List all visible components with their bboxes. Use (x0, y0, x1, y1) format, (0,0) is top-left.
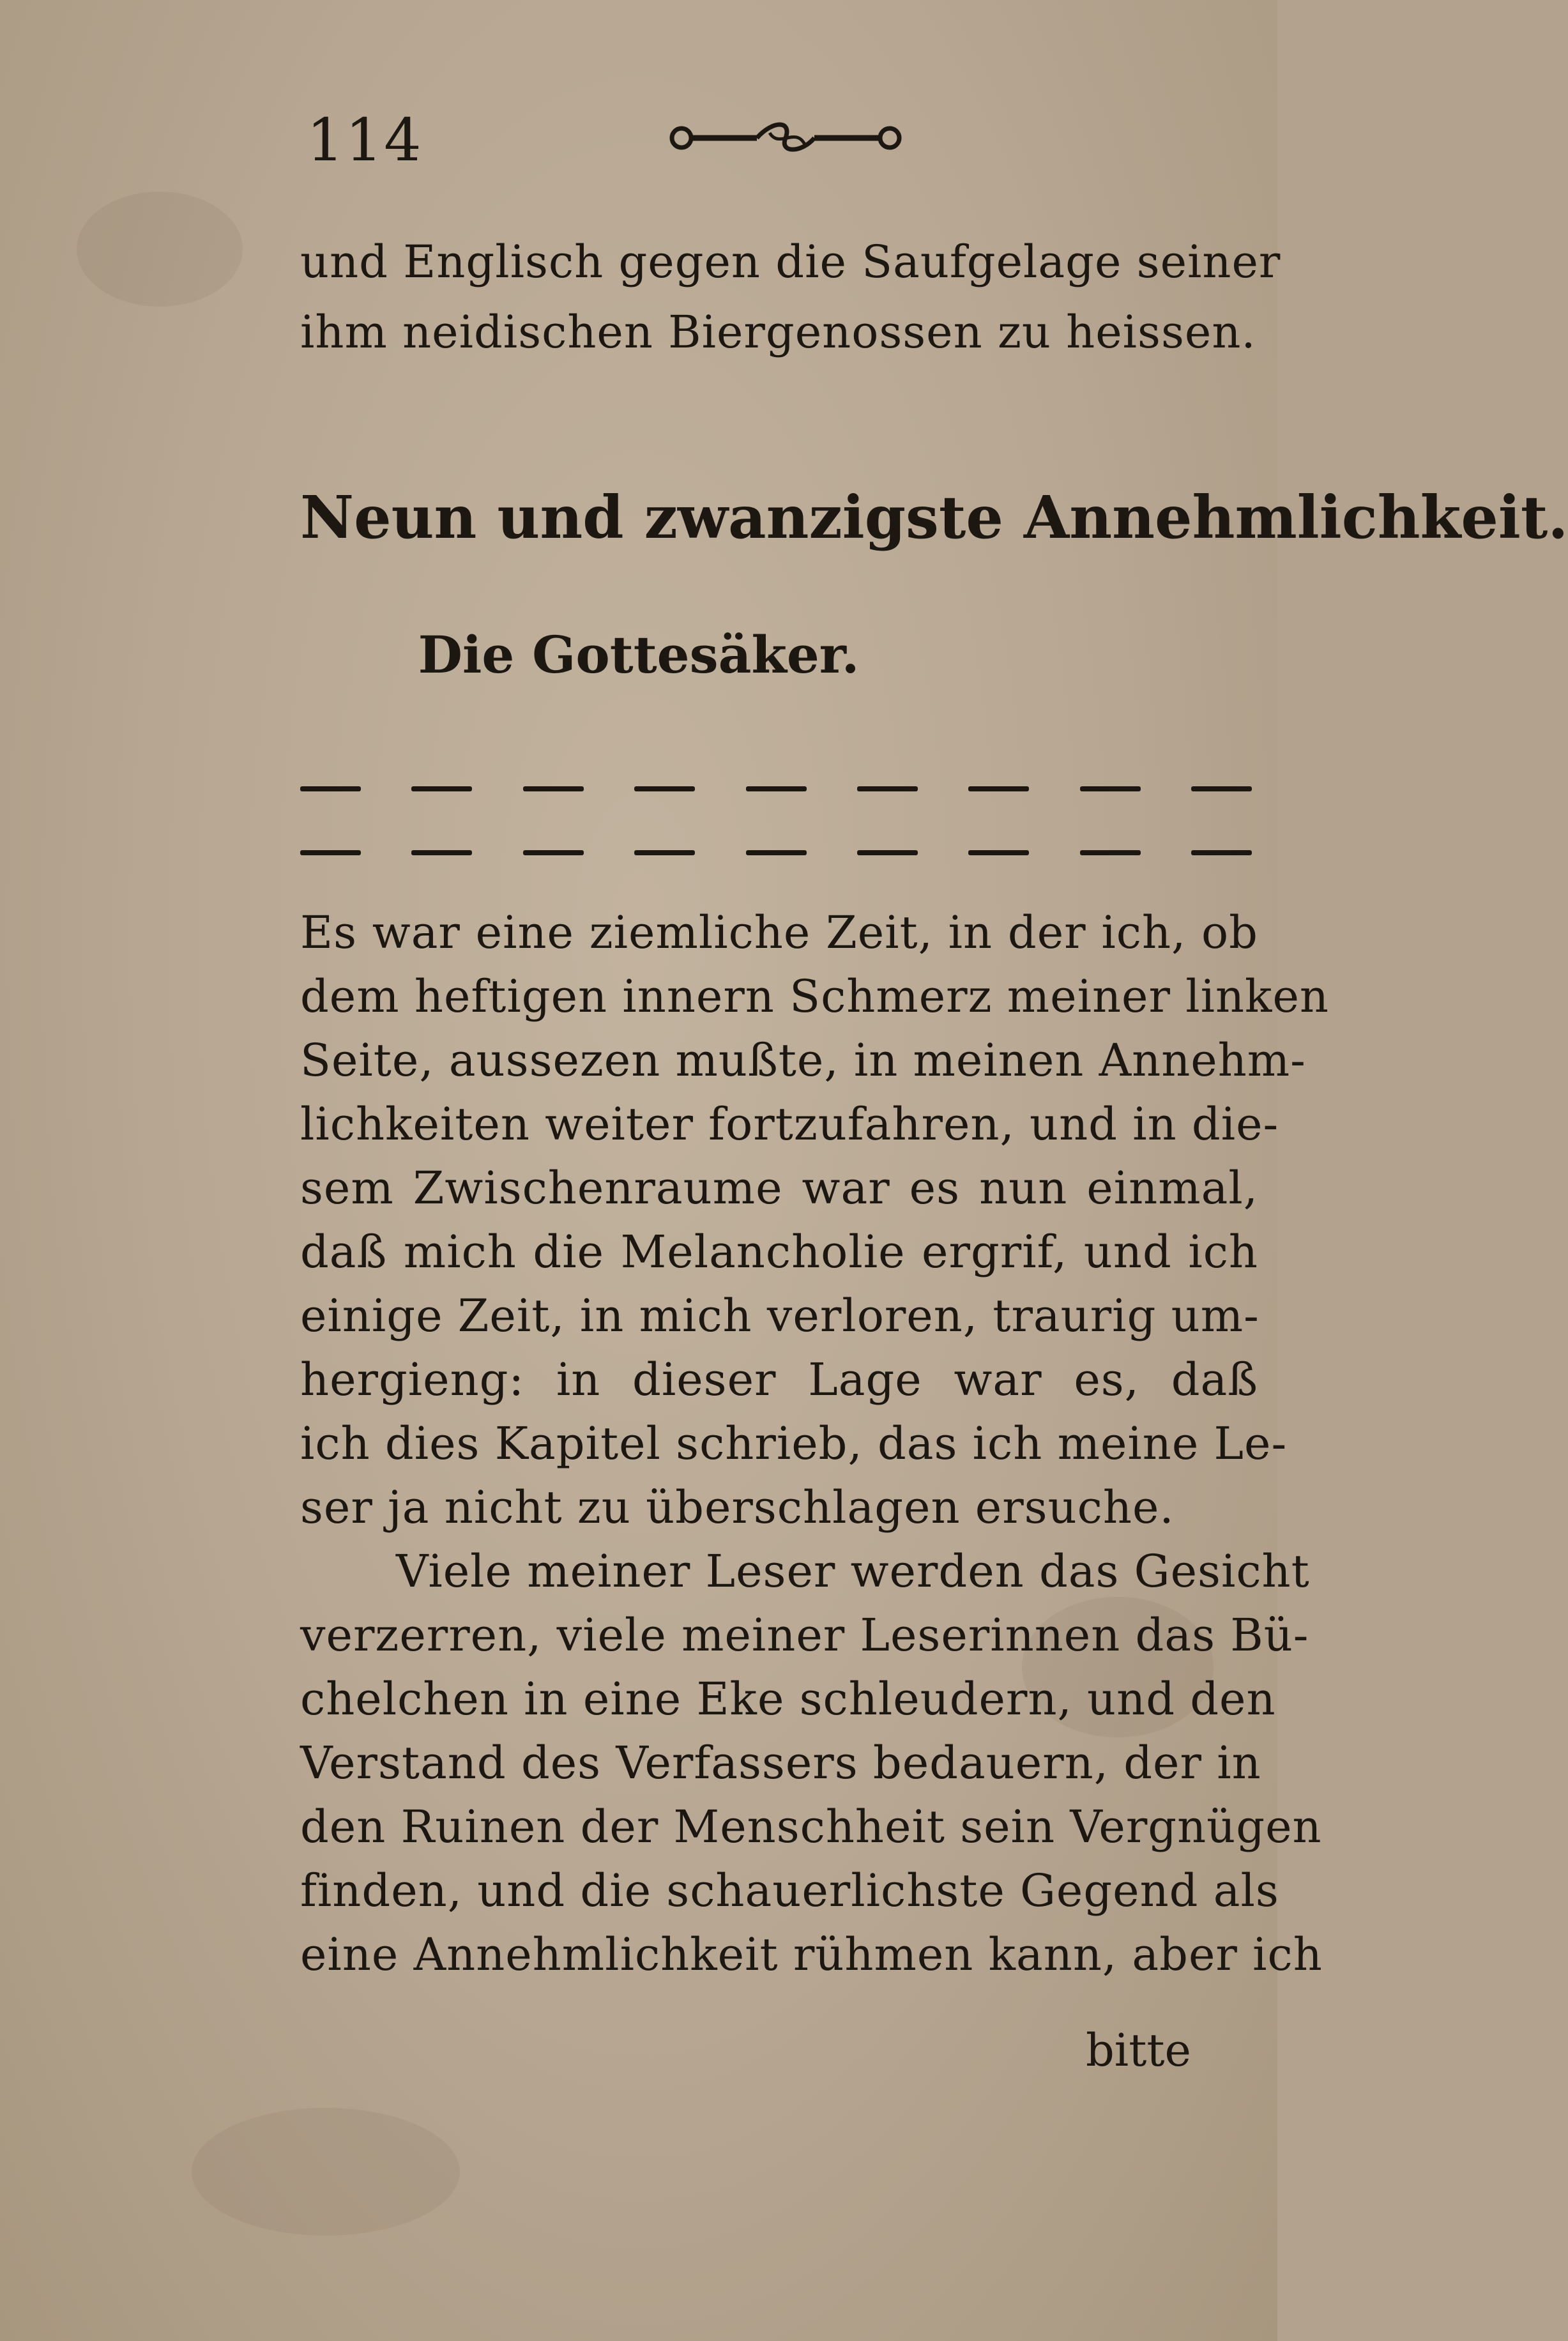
text-line: ihm neidischen Biergenossen zu heissen. (300, 306, 1256, 358)
paper-stain (77, 192, 243, 307)
text-line: dem heftigen innern Schmerz meiner linken (300, 970, 1329, 1023)
text-line: verzerren, viele meiner Leserinnen das Bü- (300, 1609, 1309, 1661)
catchword: bitte (1086, 2024, 1191, 2077)
text-line: ich dies Kapitel schrieb, das ich meine Le- (300, 1417, 1288, 1470)
text-line: ser ja nicht zu überschlagen ersuche. (300, 1481, 1175, 1534)
ornament-icon (667, 114, 904, 158)
text-line: hergieng: in dieser Lage war es, daß (300, 1354, 1258, 1406)
dash-row (300, 846, 1252, 859)
paper-stain (192, 2108, 460, 2236)
page-number: 114 (307, 106, 423, 174)
chapter-subheading: Die Gottesäker. (418, 625, 860, 685)
text-line: und Englisch gegen die Saufgelage seiner (300, 236, 1281, 288)
text-line: Es war eine ziemliche Zeit, in der ich, ob (300, 906, 1258, 959)
dash-row (300, 782, 1252, 795)
text-line: sem Zwischenraume war es nun einmal, (300, 1162, 1258, 1214)
text-line: lichkeiten weiter fortzufahren, und in die- (300, 1098, 1279, 1150)
text-line: chelchen in eine Eke schleudern, und den (300, 1673, 1276, 1725)
text-line: Seite, aussezen mußte, in meinen Annehm- (300, 1034, 1306, 1087)
page-header (0, 96, 1277, 179)
text-line: den Ruinen der Menschheit sein Vergnügen (300, 1801, 1322, 1853)
text-line: Verstand des Verfassers bedauern, der in (300, 1737, 1261, 1789)
chapter-heading: Neun und zwanzigste Annehmlichkeit. (300, 483, 1568, 552)
text-line: daß mich die Melancholie ergrif, und ich (300, 1226, 1258, 1278)
text-line: einige Zeit, in mich verloren, traurig um- (300, 1290, 1260, 1342)
text-line: Viele meiner Leser werden das Gesicht (396, 1545, 1310, 1598)
text-line: eine Annehmlichkeit rühmen kann, aber ich (300, 1928, 1323, 1981)
text-line: finden, und die schauerlichste Gegend als (300, 1864, 1279, 1917)
